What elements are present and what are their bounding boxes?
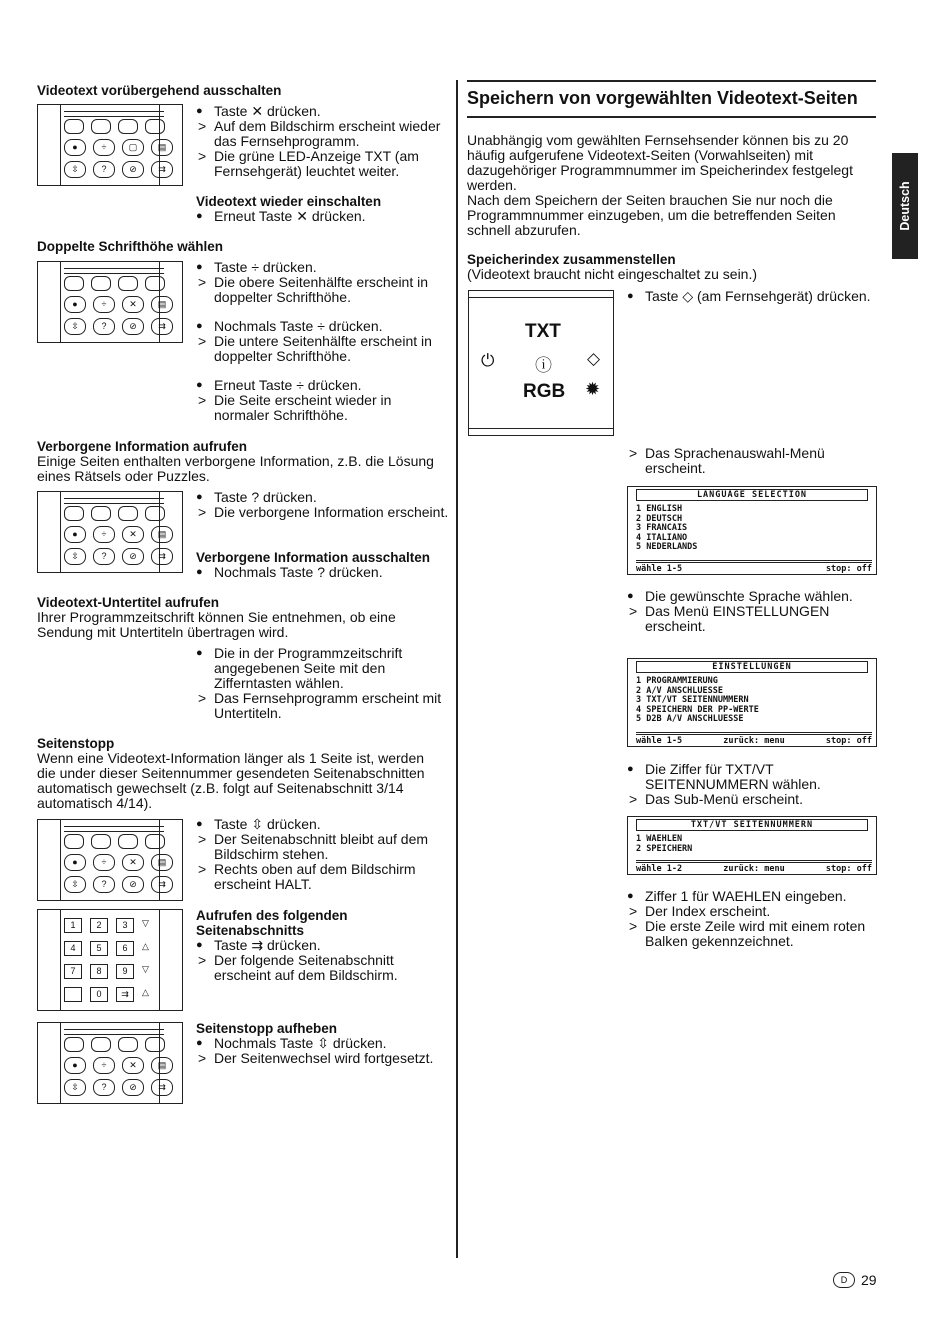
menu-item: 2 DEUTSCH bbox=[636, 513, 683, 524]
page-footer bbox=[833, 1272, 877, 1288]
section-heading: Videotext-Untertitel aufrufen bbox=[37, 595, 220, 610]
instruction-result: > Die erste Zeile wird mit einem roten Balken gekennzeichnet. bbox=[627, 919, 883, 949]
instruction-step: ● Nochmals Taste ? drücken. bbox=[196, 565, 450, 580]
instruction-result: > Die untere Seitenhälfte erscheint in doppelter Schrifthöhe. bbox=[196, 334, 450, 364]
instruction-step: ● Nochmals Taste ÷ drücken. bbox=[196, 319, 450, 334]
instruction-step: ● Erneut Taste ÷ drücken. bbox=[196, 378, 450, 393]
menu-title: LANGUAGE SELECTION bbox=[636, 489, 868, 501]
menu-footer-right: stop: off bbox=[825, 735, 872, 746]
menu-footer-left: wähle 1-5 bbox=[636, 563, 683, 574]
instruction-result: > Die grüne LED-Anzeige TXT (am Fernsehgerät) leuchtet weiter. bbox=[196, 149, 450, 179]
instruction-result: > Das Menü EINSTELLUNGEN erscheint. bbox=[627, 604, 883, 634]
info-icon: ⓘ bbox=[535, 356, 552, 375]
menu-item: 1 ENGLISH bbox=[636, 504, 683, 514]
menu-item: 3 TXT/VT SEITENNUMMERN bbox=[636, 695, 749, 705]
section-text: Einige Seiten enthalten verborgene Information, z.B. die Lösung eines Rätsels oder Puzzles. bbox=[37, 453, 434, 484]
section-heading: Doppelte Schrifthöhe wählen bbox=[37, 239, 224, 254]
subsection-heading: Verborgene Information ausschalten bbox=[196, 550, 431, 565]
tv-panel-illustration bbox=[468, 290, 614, 436]
instruction-step: ● Taste ⇉ drücken. bbox=[196, 938, 450, 953]
instruction-result: > Der Seitenwechsel wird fortgesetzt. bbox=[196, 1051, 450, 1066]
menu-footer-right: stop: off bbox=[825, 863, 872, 874]
instruction-result: > Der Index erscheint. bbox=[627, 904, 883, 919]
instruction-step: ● Taste ✕ drücken. bbox=[196, 104, 450, 119]
menu-footer-left: wähle 1-5 bbox=[636, 735, 683, 746]
language-selection-menu bbox=[627, 486, 877, 575]
section-text: Wenn eine Videotext-Information länger als 1 Seite ist, werden die under dieser Seitennummer gesendeten Seitenabschnitten automatisch gewechselt (z.B. folgt auf Seitenabschnitt 3/14 automatisch 4/14). bbox=[37, 750, 425, 811]
led-icon: ✹ bbox=[585, 379, 601, 399]
country-badge: D bbox=[833, 1272, 855, 1288]
menu-footer-mid: zurück: menu bbox=[723, 735, 785, 746]
menu-item: 1 WAEHLEN bbox=[636, 834, 683, 844]
menu-item: 5 D2B A/V ANSCHLUESSE bbox=[636, 714, 744, 724]
language-tab-label: Deutsch bbox=[898, 181, 912, 231]
instruction-result: > Der Seitenabschnitt bleibt auf dem Bildschirm stehen. bbox=[196, 832, 450, 862]
remote-illustration: ● ÷ ✕ ▤ ⇳ ? ⊘ ⇉ bbox=[37, 261, 183, 343]
language-tab bbox=[892, 153, 918, 259]
menu-item: 3 FRANCAIS bbox=[636, 523, 688, 533]
section-text: Ihrer Programmzeitschrift können Sie entnehmen, ob eine Sendung mit Untertiteln übertragen wird. bbox=[37, 609, 396, 640]
page-number: 29 bbox=[861, 1272, 877, 1288]
intro-text: Nach dem Speichern der Seiten brauchen Sie nur noch die Programmnummer einzugeben, um die betreffenden Seiten schnell abzurufen. bbox=[467, 192, 836, 238]
subsection-heading: Videotext wieder einschalten bbox=[196, 194, 382, 209]
power-icon: ⏻ bbox=[481, 351, 495, 370]
diamond-icon: ◇ bbox=[587, 349, 601, 368]
instruction-step: ● Taste ⇳ drücken. bbox=[196, 817, 450, 832]
remote-illustration: ● ÷ ✕ ▤ ⇳ ? ⊘ ⇉ bbox=[37, 1022, 183, 1104]
instruction-result: > Die obere Seitenhälfte erscheint in doppelter Schrifthöhe. bbox=[196, 275, 450, 305]
menu-title: TXT/VT SEITENNUMMERN bbox=[636, 819, 868, 831]
section-heading: Speicherindex zusammenstellen bbox=[467, 252, 676, 267]
instruction-step: ● Erneut Taste ✕ drücken. bbox=[196, 209, 450, 224]
instruction-step: ● Taste ? drücken. bbox=[196, 490, 450, 505]
menu-item: 2 A/V ANSCHLUESSE bbox=[636, 685, 723, 696]
menu-footer-left: wähle 1-2 bbox=[636, 863, 683, 874]
remote-illustration: ● ÷ ✕ ▤ ⇳ ? ⊘ ⇉ bbox=[37, 819, 183, 901]
instruction-step: ● Nochmals Taste ⇳ drücken. bbox=[196, 1036, 450, 1051]
subsection-heading: Seitenstopp aufheben bbox=[196, 1021, 338, 1036]
menu-item: 4 SPEICHERN DER PP-WERTE bbox=[636, 704, 759, 715]
section-heading: Seitenstopp bbox=[37, 736, 115, 751]
instruction-result: > Die Seite erscheint wieder in normaler Schrifthöhe. bbox=[196, 393, 450, 423]
section-heading: Verborgene Information aufrufen bbox=[37, 439, 248, 454]
section-note: (Videotext braucht nicht eingeschaltet zu sein.) bbox=[467, 266, 758, 282]
remote-illustration: ● ÷ ✕ ▤ ⇳ ? ⊘ ⇉ bbox=[37, 491, 183, 573]
instruction-step: ● Ziffer 1 für WAEHLEN eingeben. bbox=[627, 889, 883, 904]
instruction-step: ● Die gewünschte Sprache wählen. bbox=[627, 589, 883, 604]
menu-footer-right: stop: off bbox=[825, 563, 872, 574]
instruction-result: > Das Fernsehprogramm erscheint mit Untertiteln. bbox=[196, 691, 450, 721]
title-rule-bottom bbox=[467, 116, 876, 118]
page-title: Speichern von vorgewählten Videotext-Seiten bbox=[467, 88, 858, 108]
menu-title: EINSTELLUNGEN bbox=[636, 661, 868, 673]
instruction-step: ● Taste ÷ drücken. bbox=[196, 260, 450, 275]
menu-item: 5 NEDERLANDS bbox=[636, 542, 698, 552]
instruction-result: > Das Sub-Menü erscheint. bbox=[627, 792, 883, 807]
title-rule-top bbox=[467, 80, 876, 82]
instruction-step: ● Die in der Programmzeitschrift angegebenen Seite mit den Zifferntasten wählen. bbox=[196, 646, 450, 691]
instruction-result: > Das Sprachenauswahl-Menü erscheint. bbox=[627, 446, 883, 476]
section-heading: Videotext vorübergehend ausschalten bbox=[37, 83, 282, 98]
subsection-heading: Aufrufen des folgenden Seitenabschnitts bbox=[196, 908, 348, 938]
settings-menu bbox=[627, 658, 877, 747]
menu-item: 1 PROGRAMMIERUNG bbox=[636, 676, 718, 686]
instruction-result: > Die verborgene Information erscheint. bbox=[196, 505, 450, 520]
instruction-result: > Der folgende Seitenabschnitt erscheint auf dem Bildschirm. bbox=[196, 953, 450, 983]
txt-vt-submenu bbox=[627, 816, 877, 875]
keypad-illustration: 1 2 3 ▽ 4 5 6 △ 7 8 9 ▽ 0 ⇉ △ bbox=[37, 909, 183, 1011]
menu-item: 4 ITALIANO bbox=[636, 532, 688, 543]
remote-illustration: ● ÷ ▢ ▤ ⇳ ? ⊘ ⇉ bbox=[37, 104, 183, 186]
panel-rgb-label: RGB bbox=[523, 381, 566, 402]
instruction-result: > Rechts oben auf dem Bildschirm erscheint HALT. bbox=[196, 862, 450, 892]
column-divider bbox=[456, 80, 458, 1258]
panel-txt-label: TXT bbox=[525, 321, 561, 342]
instruction-result: > Auf dem Bildschirm erscheint wieder das Fernsehprogramm. bbox=[196, 119, 450, 149]
menu-item: 2 SPEICHERN bbox=[636, 843, 693, 854]
intro-text: Unabhängig vom gewählten Fernsehsender können bis zu 20 häufig aufgerufene Videotext-Seiten (Vorwahlseiten) mit dazugehöriger Programmnummer im Speicherindex festgelegt werden. bbox=[467, 132, 853, 193]
instruction-step: ● Taste ◇ (am Fernsehgerät) drücken. bbox=[627, 289, 883, 304]
menu-footer-mid: zurück: menu bbox=[723, 863, 785, 874]
instruction-step: ● Die Ziffer für TXT/VT SEITENNUMMERN wählen. bbox=[627, 762, 883, 792]
